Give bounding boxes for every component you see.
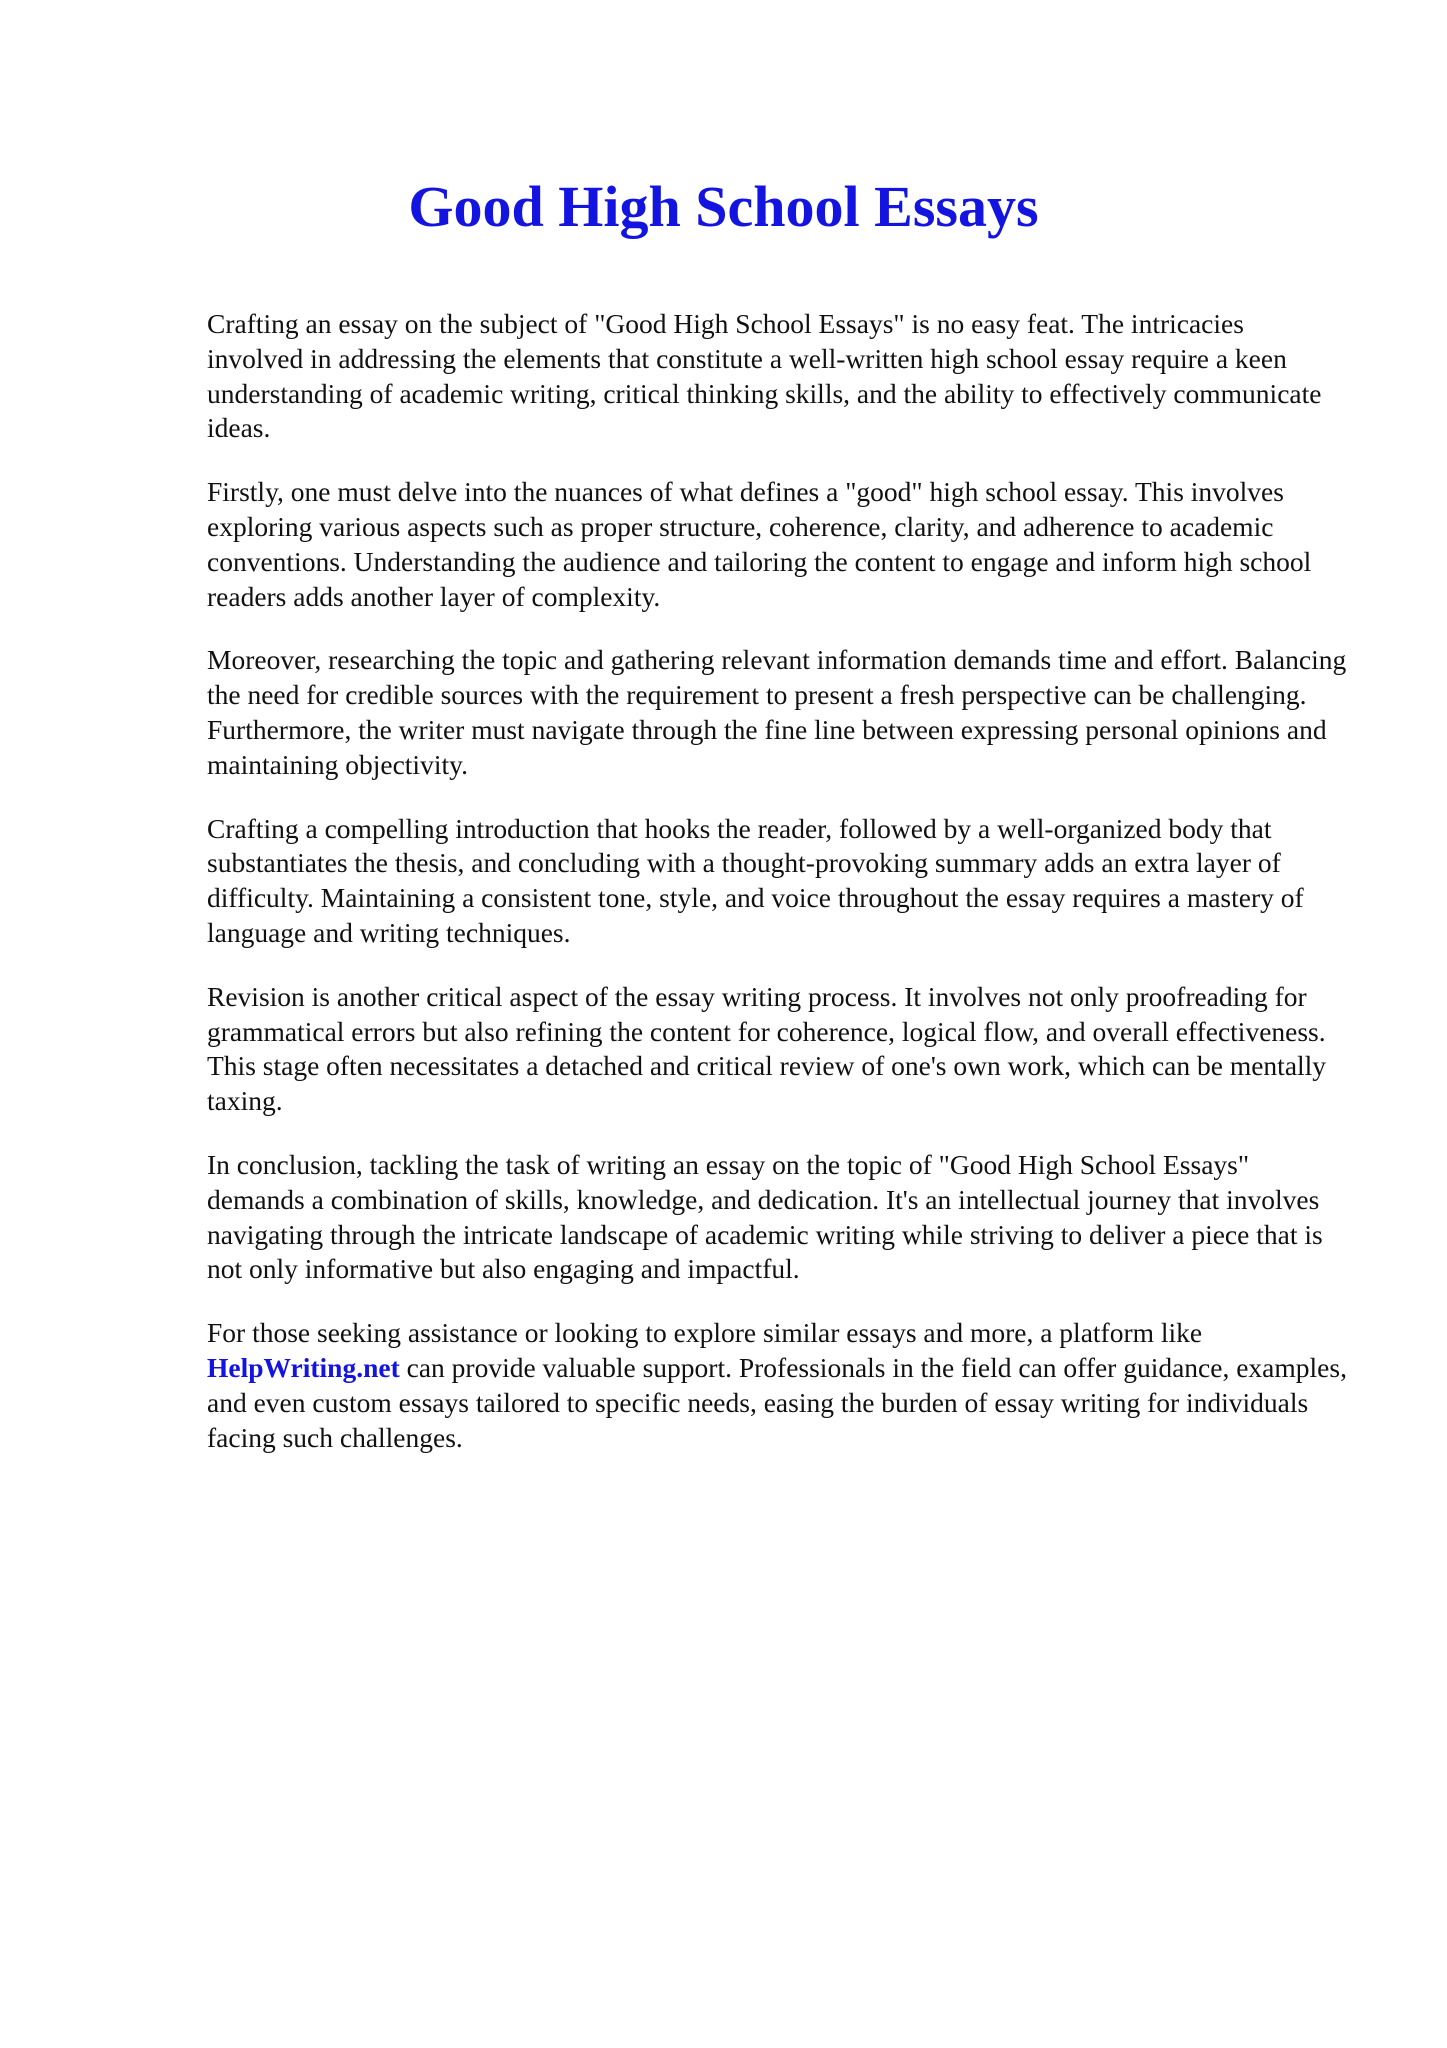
helpwriting-link[interactable]: HelpWriting.net — [207, 1351, 400, 1383]
paragraph-intro: Crafting an essay on the subject of "Good High School Essays" is no easy feat. The intricacies involved in addressing the elements that constitute a well-written high school essay require a keen understanding of academic writing, critical thinking skills, and the ability to effectively communicate ideas. — [207, 308, 1322, 444]
paragraph-revision: Revision is another critical aspect of the essay writing process. It involves not only proofreading for grammatical errors but also refining the content for coherence, logical flow, and overall effectiveness. This stage often necessitates a detached and critical review of one's own work, which can be mentally taxing. — [207, 980, 1327, 1117]
assistance-text-after: can provide valuable support. Professionals in the field can offer guidance, examples, and even custom essays tailored to specific needs, easing the burden of essay writing for individuals facing such challenges. — [207, 1351, 1347, 1453]
paragraph-structure: Crafting a compelling introduction that hooks the reader, followed by a well-organized body that substantiates the thesis, and concluding with a thought-provoking summary adds an extra layer of difficulty. Maintaining a consistent tone, style, and voice throughout the essay requires a mastery of language and writing techniques. — [207, 812, 1304, 948]
essay-body — [207, 307, 1347, 1484]
assistance-text-before: For those seeking assistance or looking to explore similar essays and more, a platform like — [207, 1317, 1203, 1349]
paragraph-conclusion: In conclusion, tackling the task of writing an essay on the topic of "Good High School Essays" demands a combination of skills, knowledge, and dedication. It's an intellectual journey that involves navigating through the intricate landscape of academic writing while striving to deliver a piece that is not only informative but also engaging and impactful. — [207, 1148, 1323, 1285]
page-title: Good High School Essays — [408, 174, 1039, 239]
paragraph-research: Moreover, researching the topic and gathering relevant information demands time and effort. Balancing the need for credible sources with the requirement to present a fresh perspective can be challenging. Furthermore, the writer must navigate through the fine line between expressing personal opinions and maintaining objectivity. — [207, 644, 1347, 780]
paragraph-assistance — [207, 1316, 1347, 1455]
paragraph-definition: Firstly, one must delve into the nuances of what defines a "good" high school essay. This involves exploring various aspects such as proper structure, coherence, clarity, and adherence to academic conventions. Understanding the audience and tailoring the content to engage and inform high school readers adds another layer of complexity. — [207, 476, 1312, 612]
